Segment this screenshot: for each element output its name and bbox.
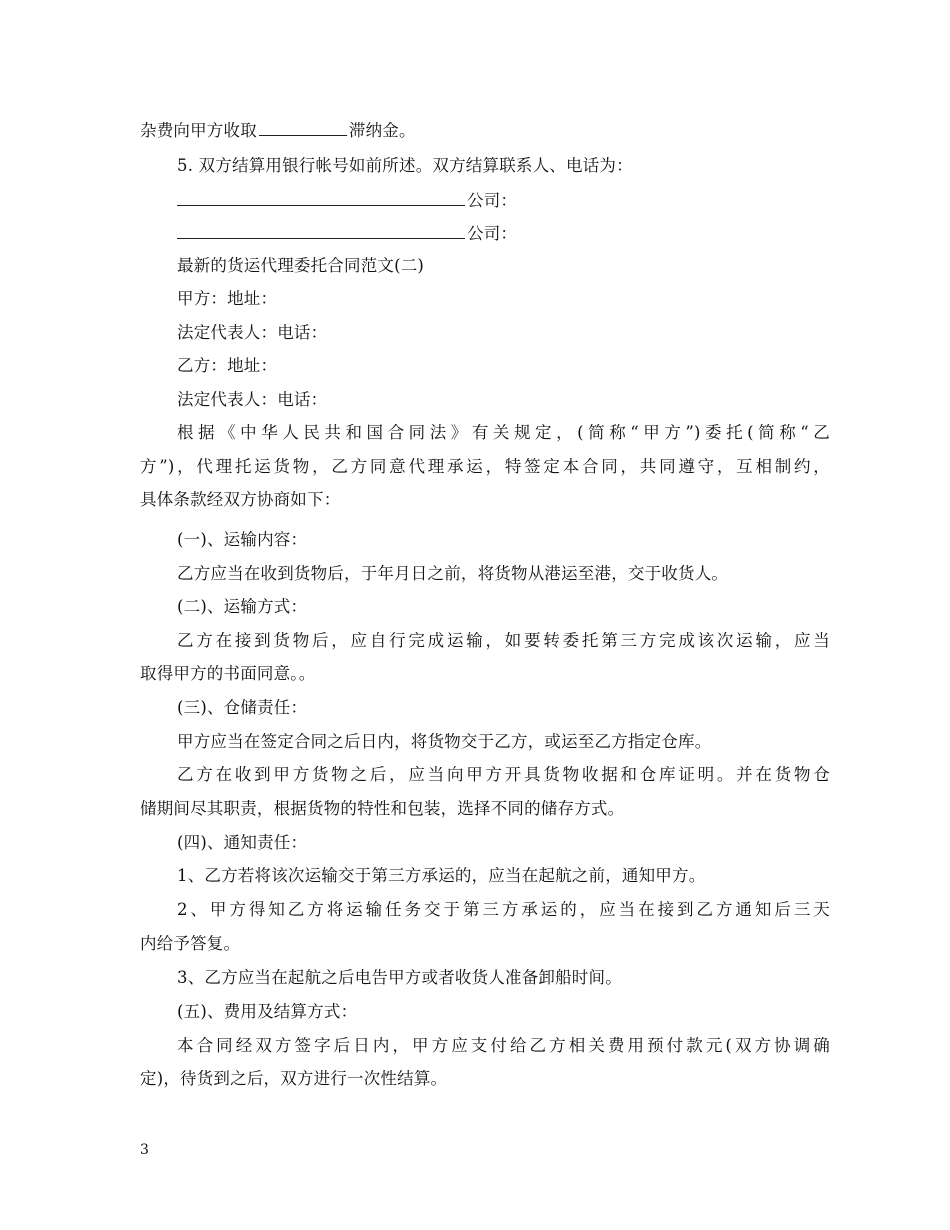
section-heading: 最新的货运代理委托合同范文(二): [177, 256, 425, 275]
clause-heading: (二)、运输方式：: [177, 597, 308, 616]
text-line: 定)，待货到之后，双方进行一次性结算。: [140, 1069, 448, 1088]
text-line: 具体条款经双方协商如下：: [140, 490, 341, 509]
text-line: 内给予答复。: [140, 934, 241, 953]
clause-heading: (一)、运输内容：: [177, 530, 308, 549]
text-line: 乙方在收到甲方货物之后，应当向甲方开具货物收据和仓库证明。并在货物仓: [177, 765, 830, 784]
text-line: 3、乙方应当在起航之后电告甲方或者收货人准备卸船时间。: [177, 968, 622, 987]
text-line: [177, 189, 830, 212]
text-line: 甲方应当在签定合同之后日内，将货物交于乙方，或运至乙方指定仓库。: [177, 732, 712, 751]
fill-in-blank: [177, 222, 465, 239]
text-line: [177, 222, 830, 245]
text-line: [140, 119, 830, 142]
fill-in-blank: [177, 189, 465, 206]
text-line: 根据《中华人民共和国合同法》有关规定，(简称“甲方”)委托(简称“乙: [177, 423, 830, 442]
text-line: 2、甲方得知乙方将运输任务交于第三方承运的，应当在接到乙方通知后三天: [177, 900, 830, 919]
clause-heading: (五)、费用及结算方式：: [177, 1002, 358, 1021]
text-line: 取得甲方的书面同意。。: [140, 664, 316, 683]
text-line: 储期间尽其职责，根据货物的特性和包装，选择不同的储存方式。: [140, 799, 625, 818]
text-line: 法定代表人：电话：: [177, 390, 328, 409]
text-line: 1、乙方若将该次运输交于第三方承运的，应当在起航之前，通知甲方。: [177, 866, 706, 885]
text-line: 5. 双方结算用银行帐号如前所述。双方结算联系人、电话为：: [177, 156, 633, 175]
text-line: 本合同经双方签字后日内，甲方应支付给乙方相关费用预付款元(双方协调确: [177, 1036, 830, 1055]
text-line: 乙方：地址：: [177, 356, 278, 375]
text-line: 乙方在接到货物后，应自行完成运输，如要转委托第三方完成该次运输，应当: [177, 631, 830, 650]
text-line: 法定代表人：电话：: [177, 323, 328, 342]
page-number: 3: [140, 1142, 149, 1158]
text-segment: 公司：: [467, 191, 518, 210]
text-line: 乙方应当在收到货物后，于年月日之前，将货物从港运至港，交于收货人。: [177, 564, 729, 583]
clause-heading: (四)、通知责任：: [177, 833, 308, 852]
text-segment: 滞纳金。: [348, 121, 416, 140]
text-line: 甲方：地址：: [177, 289, 278, 308]
fill-in-blank: [259, 119, 347, 136]
text-segment: 公司：: [467, 224, 518, 243]
text-segment: 杂费向甲方收取: [140, 121, 257, 140]
clause-heading: (三)、仓储责任：: [177, 698, 308, 717]
text-line: 方”)，代理托运货物，乙方同意代理承运，特签定本合同，共同遵守，互相制约，: [140, 457, 830, 476]
